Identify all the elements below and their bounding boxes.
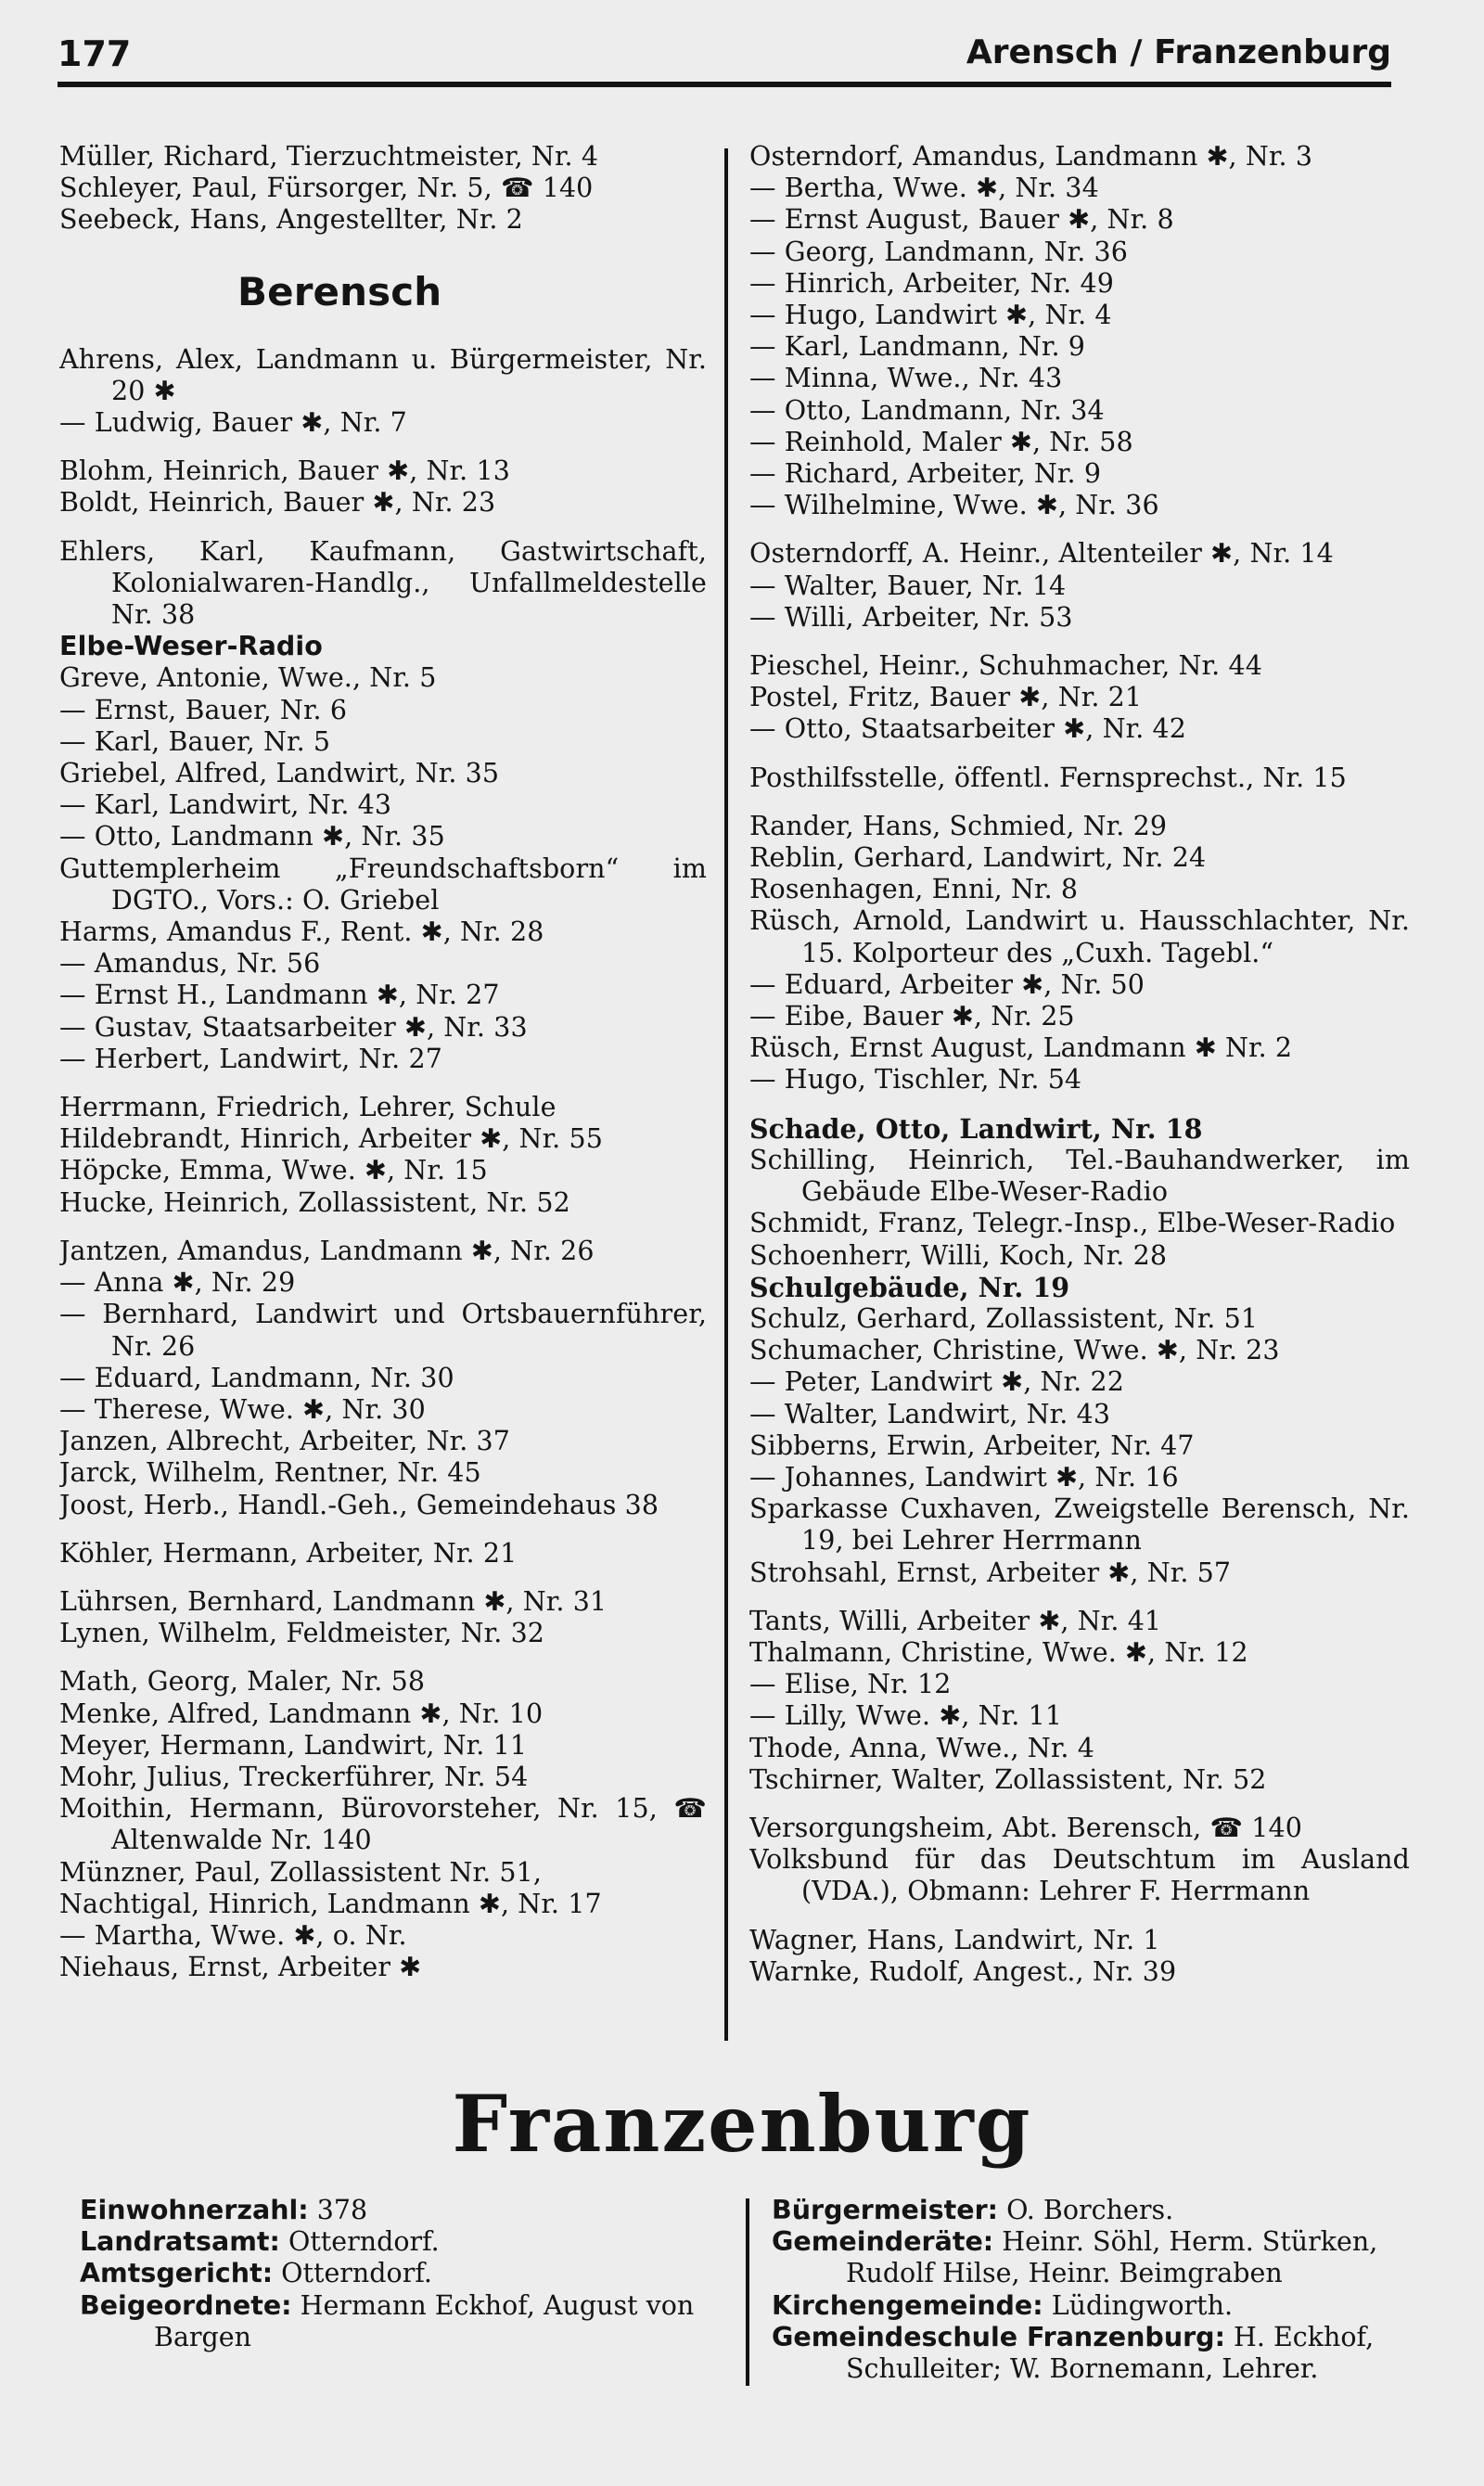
directory-entry: — Ernst H., Landmann ✱, Nr. 27: [59, 980, 500, 1011]
directory-entry: Münzner, Paul, Zollassistent Nr. 51,: [59, 1856, 543, 1888]
directory-entry: — Eduard, Arbeiter ✱, Nr. 50: [749, 968, 1145, 1000]
directory-entry: Greve, Antonie, Wwe., Nr. 5: [59, 662, 437, 694]
page-number: 177: [58, 33, 132, 74]
directory-entry: Postel, Fritz, Bauer ✱, Nr. 21: [749, 682, 1143, 713]
directory-entry: Blohm, Heinrich, Bauer ✱, Nr. 13: [59, 455, 510, 487]
info-value: Hermann Eckhof, August von: [300, 2289, 695, 2321]
info-continuation: Rudolf Hilse, Heinr. Beimgraben: [846, 2258, 1283, 2289]
directory-entry: Sibberns, Erwin, Arbeiter, Nr. 47: [749, 1429, 1195, 1461]
directory-entry: Jarck, Wilhelm, Rentner, Nr. 45: [59, 1457, 481, 1489]
directory-entry: — Richard, Arbeiter, Nr. 9: [749, 458, 1102, 490]
directory-entry: Thode, Anna, Wwe., Nr. 4: [749, 1732, 1094, 1763]
directory-entry: Griebel, Alfred, Landwirt, Nr. 35: [59, 758, 500, 789]
directory-entry: — Lilly, Wwe. ✱, Nr. 11: [749, 1700, 1063, 1732]
directory-entry: Versorgungsheim, Abt. Berensch, ☎ 140: [749, 1812, 1302, 1843]
directory-entry: Niehaus, Ernst, Arbeiter ✱: [59, 1952, 422, 1983]
info-label: Gemeinderäte:: [772, 2226, 994, 2258]
info-value: O. Borchers.: [1006, 2195, 1174, 2225]
directory-entry: Wagner, Hans, Landwirt, Nr. 1: [749, 1924, 1160, 1955]
directory-entry: Strohsahl, Ernst, Arbeiter ✱, Nr. 57: [749, 1557, 1232, 1588]
directory-entry: Meyer, Hermann, Landwirt, Nr. 11: [59, 1729, 528, 1761]
directory-entry: Schumacher, Christine, Wwe. ✱, Nr. 23: [749, 1335, 1280, 1366]
directory-entry: Rander, Hans, Schmied, Nr. 29: [749, 810, 1168, 841]
info-value: Otterndorf.: [288, 2226, 440, 2258]
info-label: Beigeordnete:: [80, 2289, 292, 2321]
info-value: Heinr. Söhl, Herm. Stürken,: [1002, 2226, 1378, 2258]
directory-entry: — Otto, Landmann ✱, Nr. 35: [59, 821, 445, 852]
directory-entry: Thalmann, Christine, Wwe. ✱, Nr. 12: [749, 1636, 1248, 1668]
directory-entry: — Karl, Landmann, Nr. 9: [749, 331, 1086, 363]
directory-entry: — Eibe, Bauer ✱, Nr. 25: [749, 1001, 1075, 1032]
info-row: [772, 2195, 1414, 2226]
directory-entry: Seebeck, Hans, Angestellter, Nr. 2: [59, 204, 523, 236]
franzenburg-info-right: [772, 2195, 1414, 2385]
directory-entry: — Elise, Nr. 12: [749, 1669, 952, 1700]
franzenburg-info-left: [80, 2195, 729, 2353]
directory-entry: Rüsch, Ernst August, Landmann ✱ Nr. 2: [749, 1032, 1293, 1064]
directory-entry: — Gustav, Staatsarbeiter ✱, Nr. 33: [59, 1011, 528, 1043]
info-value: Lüdingworth.: [1051, 2289, 1234, 2321]
directory-entry: Müller, Richard, Tierzuchtmeister, Nr. 4: [59, 141, 599, 172]
directory-entry: Herrmann, Friedrich, Lehrer, Schule: [59, 1092, 556, 1123]
page-header: [58, 30, 1391, 87]
right-entry-list: [749, 141, 1410, 1988]
directory-entry: Lynen, Wilhelm, Feldmeister, Nr. 32: [59, 1618, 545, 1649]
directory-entry: — Eduard, Landmann, Nr. 30: [59, 1362, 454, 1393]
info-value: Otterndorf.: [281, 2258, 432, 2289]
directory-entry: Posthilfsstelle, öffentl. Fernsprechst., Nr. 15: [749, 762, 1347, 793]
info-row: [80, 2226, 729, 2258]
directory-entry: Schoenherr, Willi, Koch, Nr. 28: [749, 1239, 1168, 1271]
directory-entry: — Willi, Arbeiter, Nr. 53: [749, 601, 1073, 633]
directory-entry: Schulgebäude, Nr. 19: [749, 1271, 1070, 1303]
directory-entry: — Wilhelmine, Wwe. ✱, Nr. 36: [749, 490, 1159, 521]
directory-entry: Tants, Willi, Arbeiter ✱, Nr. 41: [749, 1605, 1162, 1636]
directory-entry: Schmidt, Franz, Telegr.-Insp., Elbe-Weser-Radio: [749, 1208, 1396, 1239]
info-row: [772, 2322, 1414, 2353]
directory-entry: — Martha, Wwe. ✱, o. Nr.: [59, 1919, 407, 1951]
directory-entry: Elbe-Weser-Radio: [59, 631, 323, 662]
info-value: 378: [316, 2195, 368, 2225]
info-label: Gemeindeschule Franzenburg:: [772, 2321, 1225, 2352]
info-label: Amtsgericht:: [80, 2258, 274, 2289]
directory-entry: — Georg, Landmann, Nr. 36: [749, 236, 1129, 267]
directory-entry: Moithin, Hermann, Bürovorsteher, Nr. 15, ☎ Altenwalde Nr. 140: [59, 1793, 707, 1856]
directory-entry: Math, Georg, Maler, Nr. 58: [59, 1666, 426, 1698]
directory-entry: Osterndorff, A. Heinr., Altenteiler ✱, Nr. 14: [749, 538, 1334, 570]
directory-entry: — Ernst August, Bauer ✱, Nr. 8: [749, 204, 1174, 236]
directory-entry: Pieschel, Heinr., Schuhmacher, Nr. 44: [749, 650, 1262, 682]
running-head: Arensch / Franzenburg: [966, 33, 1391, 71]
directory-entry: — Ernst, Bauer, Nr. 6: [59, 694, 348, 725]
directory-entry: Jantzen, Amandus, Landmann ✱, Nr. 26: [59, 1235, 595, 1266]
directory-entry: Ahrens, Alex, Landmann u. Bürgermeister, Nr. 20 ✱: [59, 343, 707, 406]
directory-entry: Schleyer, Paul, Fürsorger, Nr. 5, ☎ 140: [59, 173, 594, 204]
directory-entry: Nachtigal, Hinrich, Landmann ✱, Nr. 17: [59, 1888, 602, 1919]
directory-entry: Joost, Herb., Handl.-Geh., Gemeindehaus 38: [59, 1489, 659, 1520]
directory-entry: — Hinrich, Arbeiter, Nr. 49: [749, 267, 1114, 299]
info-label: Bürgermeister:: [772, 2195, 999, 2225]
section-title-franzenburg: Franzenburg: [452, 2078, 1032, 2170]
directory-entry: Harms, Amandus F., Rent. ✱, Nr. 28: [59, 916, 544, 948]
directory-entry: Guttemplerheim „Freundschaftsborn“ im DGTO., Vors.: O. Griebel: [59, 852, 707, 916]
info-row: [80, 2195, 729, 2226]
directory-entry: Hildebrandt, Hinrich, Arbeiter ✱, Nr. 55: [59, 1123, 603, 1155]
directory-entry: Tschirner, Walter, Zollassistent, Nr. 52: [749, 1763, 1267, 1795]
directory-entry: — Herbert, Landwirt, Nr. 27: [59, 1043, 442, 1074]
directory-entry: Reblin, Gerhard, Landwirt, Nr. 24: [749, 842, 1207, 874]
column-divider: [724, 148, 728, 2041]
directory-entry: Schulz, Gerhard, Zollassistent, Nr. 51: [749, 1302, 1259, 1334]
left-column: [59, 141, 707, 1983]
directory-entry: Schilling, Heinrich, Tel.-Bauhandwerker, im Gebäude Elbe-Weser-Radio: [749, 1144, 1410, 1208]
directory-entry: Sparkasse Cuxhaven, Zweigstelle Berensch, Nr. 19, bei Lehrer Herrmann: [749, 1493, 1410, 1557]
directory-entry: — Karl, Bauer, Nr. 5: [59, 725, 331, 757]
directory-entry: Köhler, Hermann, Arbeiter, Nr. 21: [59, 1537, 518, 1569]
left-entry-list: [59, 344, 707, 1984]
directory-entry: — Anna ✱, Nr. 29: [59, 1267, 296, 1299]
directory-entry: Höpcke, Emma, Wwe. ✱, Nr. 15: [59, 1155, 488, 1186]
directory-entry: Volksbund für das Deutschtum im Ausland (VDA.), Obmann: Lehrer F. Herrmann: [749, 1844, 1410, 1907]
directory-entry: — Otto, Landmann, Nr. 34: [749, 394, 1105, 426]
directory-entry: Ehlers, Karl, Kaufmann, Gastwirtschaft, Kolonialwaren-Handlg., Unfallmeldestelle Nr. 38: [59, 535, 707, 631]
directory-entry: Hucke, Heinrich, Zollassistent, Nr. 52: [59, 1186, 570, 1218]
directory-entry: — Amandus, Nr. 56: [59, 948, 321, 980]
directory-entry: — Hugo, Tischler, Nr. 54: [749, 1064, 1082, 1096]
directory-entry: Mohr, Julius, Treckerführer, Nr. 54: [59, 1761, 529, 1792]
directory-entry: Schade, Otto, Landwirt, Nr. 18: [749, 1112, 1203, 1145]
directory-entry: — Minna, Wwe., Nr. 43: [749, 363, 1063, 394]
directory-entry: — Bernhard, Landwirt und Ortsbauernführer, Nr. 26: [59, 1299, 707, 1362]
info-continuation: Schulleiter; W. Bornemann, Lehrer.: [846, 2353, 1319, 2385]
directory-entry: — Hugo, Landwirt ✱, Nr. 4: [749, 300, 1112, 331]
directory-entry: — Karl, Landwirt, Nr. 43: [59, 789, 392, 821]
directory-entry: — Johannes, Landwirt ✱, Nr. 16: [749, 1461, 1179, 1493]
info-label: Landratsamt:: [80, 2226, 280, 2258]
directory-entry: — Therese, Wwe. ✱, Nr. 30: [59, 1393, 426, 1425]
directory-entry: Lührsen, Bernhard, Landmann ✱, Nr. 31: [59, 1585, 608, 1617]
directory-entry: — Reinhold, Maler ✱, Nr. 58: [749, 426, 1133, 457]
info-row: [772, 2290, 1414, 2322]
directory-entry: — Otto, Staatsarbeiter ✱, Nr. 42: [749, 713, 1187, 745]
directory-entry: — Walter, Bauer, Nr. 14: [749, 570, 1067, 601]
directory-entry: Warnke, Rudolf, Angest., Nr. 39: [749, 1955, 1177, 1987]
info-label: Kirchengemeinde:: [772, 2289, 1043, 2321]
info-row: [772, 2226, 1414, 2258]
directory-entry: Rosenhagen, Enni, Nr. 8: [749, 874, 1079, 905]
directory-entry: — Walter, Landwirt, Nr. 43: [749, 1398, 1111, 1429]
directory-entry: — Peter, Landwirt ✱, Nr. 22: [749, 1366, 1124, 1398]
section-heading-berensch: Berensch: [237, 268, 442, 314]
info-row: [80, 2258, 729, 2289]
info-row: [80, 2290, 729, 2322]
directory-entry: Menke, Alfred, Landmann ✱, Nr. 10: [59, 1698, 544, 1729]
info-value: H. Eckhof,: [1234, 2321, 1375, 2352]
right-column: [749, 141, 1410, 1988]
info-label: Einwohnerzahl:: [80, 2195, 309, 2225]
directory-entry: — Bertha, Wwe. ✱, Nr. 34: [749, 173, 1099, 204]
directory-entry: Boldt, Heinrich, Bauer ✱, Nr. 23: [59, 487, 496, 519]
directory-entry: Rüsch, Arnold, Landwirt u. Hausschlachter, Nr. 15. Kolporteur des „Cuxh. Tagebl.“: [749, 905, 1410, 968]
directory-entry: — Ludwig, Bauer ✱, Nr. 7: [59, 407, 407, 439]
info-continuation: Bargen: [154, 2321, 252, 2352]
directory-entry: Janzen, Albrecht, Arbeiter, Nr. 37: [59, 1426, 511, 1457]
info-divider: [746, 2198, 749, 2386]
directory-entry: Osterndorf, Amandus, Landmann ✱, Nr. 3: [749, 141, 1313, 172]
